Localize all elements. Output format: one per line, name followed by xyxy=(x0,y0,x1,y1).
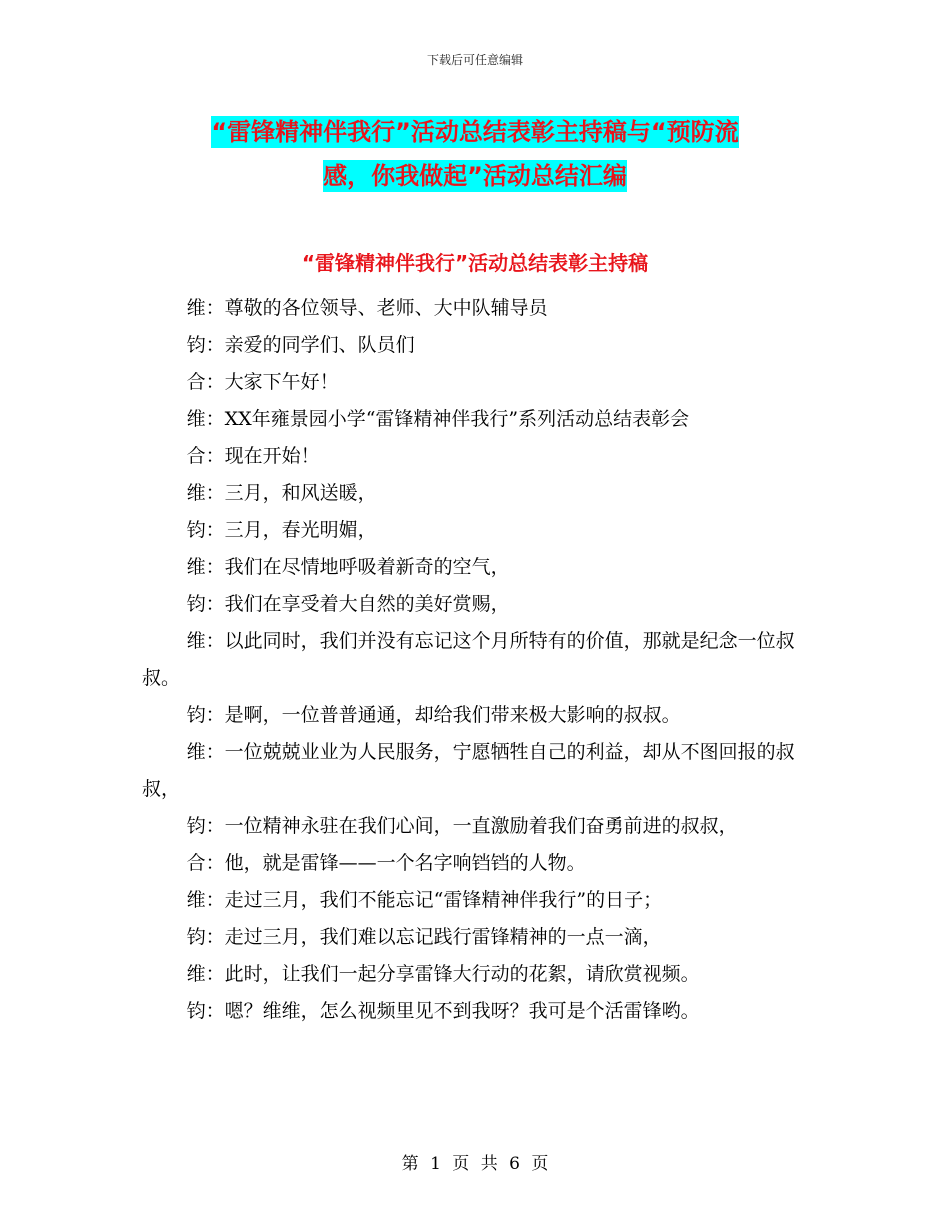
document-body xyxy=(142,290,807,1030)
paragraph: 钧：一位精神永驻在我们心间，一直激励着我们奋勇前进的叔叔， xyxy=(186,815,738,837)
page-number: 第 1 页 共 6 页 xyxy=(401,1154,549,1174)
paragraph: 钧：我们在享受着大自然的美好赏赐， xyxy=(186,593,510,615)
paragraph: 钧：亲爱的同学们、队员们 xyxy=(186,334,415,356)
paragraph: 钧：三月，春光明媚， xyxy=(186,519,377,541)
paragraph: 维：一位兢兢业业为人民服务，宁愿牺牲自己的利益，却从不图回报的叔叔， xyxy=(142,741,795,800)
paragraph: 维：XX年雍景园小学“雷锋精神伴我行”系列活动总结表彰会 xyxy=(186,408,690,430)
paragraph: 钧：嗯？维维，怎么视频里见不到我呀？我可是个活雷锋哟。 xyxy=(186,1000,700,1022)
paragraph: 维：三月，和风送暖， xyxy=(186,482,377,504)
paragraph: 钧：走过三月，我们难以忘记践行雷锋精神的一点一滴， xyxy=(186,926,662,948)
page-header-note: 下载后可任意编辑 xyxy=(426,53,523,67)
document-title-line-1: “雷锋精神伴我行”活动总结表彰主持稿与“预防流 xyxy=(211,118,739,146)
paragraph: 钧：是啊，一位普普通通，却给我们带来极大影响的叔叔。 xyxy=(186,704,681,726)
paragraph: 维：以此同时，我们并没有忘记这个月所特有的价值，那就是纪念一位叔叔。 xyxy=(142,630,795,689)
paragraph: 维：此时，让我们一起分享雷锋大行动的花絮，请欣赏视频。 xyxy=(186,963,700,985)
document-title-line-2: 感，你我做起”活动总结汇编 xyxy=(323,162,627,190)
section-title: “雷锋精神伴我行”活动总结表彰主持稿 xyxy=(301,251,649,275)
document-title xyxy=(140,110,810,198)
paragraph: 维：我们在尽情地呼吸着新奇的空气， xyxy=(186,556,510,578)
paragraph: 合：现在开始！ xyxy=(186,445,320,467)
paragraph: 维：走过三月，我们不能忘记“雷锋精神伴我行”的日子； xyxy=(186,889,663,911)
paragraph: 合：他，就是雷锋——一个名字响铛铛的人物。 xyxy=(186,852,586,874)
paragraph: 合：大家下午好！ xyxy=(186,371,339,393)
paragraph: 维：尊敬的各位领导、老师、大中队辅导员 xyxy=(186,297,548,319)
